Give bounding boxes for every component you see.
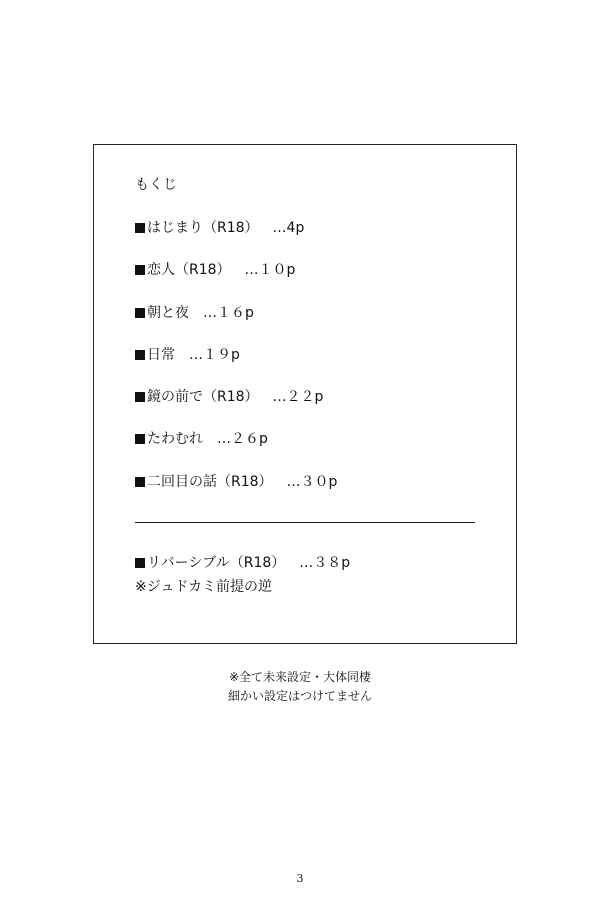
toc-item [135, 345, 337, 387]
toc-item-title: 鏡の前で（R18） [147, 389, 259, 406]
square-bullet-icon [135, 558, 145, 568]
toc-item-title: はじまり（R18） [147, 220, 259, 236]
square-bullet-icon [135, 392, 145, 402]
toc-extra-title: リバーシブル（R18） [147, 555, 286, 571]
table-of-contents [93, 144, 517, 644]
toc-item-page: …３０p [286, 473, 338, 490]
page-number: 3 [296, 872, 304, 885]
square-bullet-icon [135, 477, 145, 487]
setting-note-line: 細かい設定はつけてません [227, 689, 372, 703]
square-bullet-icon [135, 265, 145, 275]
toc-extra-item [135, 553, 350, 573]
toc-item-title: たわむれ [147, 431, 203, 448]
toc-heading: もくじ [135, 177, 177, 193]
toc-item [135, 429, 337, 471]
square-bullet-icon [135, 308, 145, 318]
toc-item [135, 387, 337, 429]
toc-item [135, 303, 337, 345]
square-bullet-icon [135, 223, 145, 233]
toc-divider [135, 522, 475, 523]
toc-item-page: …２２p [272, 389, 324, 406]
toc-item-page: …１６p [203, 304, 254, 321]
toc-item-page: …２６p [217, 431, 268, 448]
toc-item-title: 恋人（R18） [147, 262, 231, 279]
toc-item-page: …１０p [244, 262, 296, 279]
square-bullet-icon [135, 350, 145, 360]
toc-item-title: 二回目の話（R18） [147, 473, 273, 490]
toc-extra-page: …３８p [299, 555, 351, 571]
toc-item [135, 218, 337, 260]
toc-item [135, 472, 337, 514]
toc-list [135, 218, 337, 514]
setting-notes [0, 668, 600, 706]
toc-item-page: …１９p [189, 346, 240, 363]
toc-item-page: …4p [272, 220, 305, 236]
toc-extra-note: ※ジュドカミ前提の逆 [135, 579, 273, 595]
setting-note-line: ※全て未来設定・大体同棲 [228, 670, 372, 684]
toc-item-title: 日常 [147, 346, 175, 363]
toc-item [135, 260, 337, 302]
square-bullet-icon [135, 434, 145, 444]
toc-item-title: 朝と夜 [147, 304, 189, 321]
